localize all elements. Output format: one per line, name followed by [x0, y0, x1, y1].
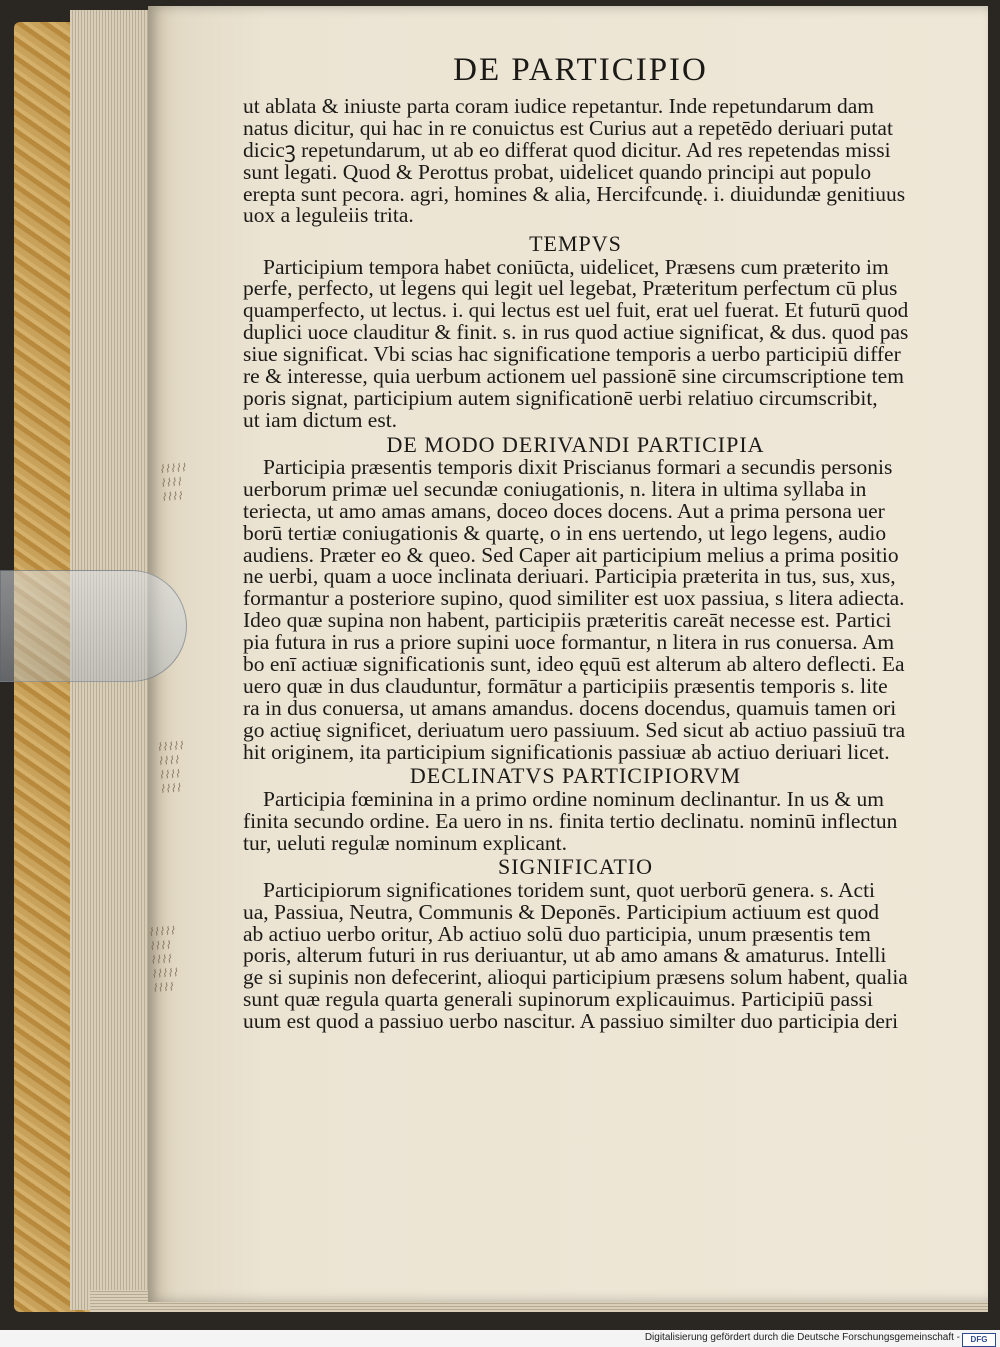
text-line: ab actiuo uerbo oritur, Ab actiuo solū duo participia, unum præsentis tem — [243, 921, 871, 946]
section-heading-significatio: SIGNIFICATIO — [498, 854, 653, 880]
text-line: Ideo quæ supina non habent, participiis præteritis careāt necesse est. Partici — [243, 608, 892, 633]
dfg-logo: DFG — [962, 1333, 996, 1347]
text-line: siue significat. Vbi scias hac significatione temporis a uerbo participiū differ — [243, 342, 901, 367]
text-line: audiens. Præter eo & queo. Sed Caper ait participium melius a prima positio — [243, 542, 899, 567]
text-line: natus dicitur, qui hac in re conuictus est Curius aut a repetēdo deriuari putat — [243, 115, 893, 140]
footer-bar — [0, 1330, 1000, 1347]
page-title: DE PARTICIPIO — [453, 52, 708, 88]
text-line: bo enī actiuæ significationis sunt, ideo ęquū est alterum ab altero deflecti. Ea — [243, 652, 905, 677]
section-heading-modo: DE MODO DERIVANDI PARTICIPIA — [386, 431, 765, 457]
section-heading-tempus: TEMPVS — [529, 231, 622, 257]
text-line: sunt legati. Quod & Perottus probat, uidelicet quando principi aut populo — [243, 159, 872, 184]
text-line: Participia præsentis temporis dixit Priscianus formari a secundis personis — [263, 455, 893, 479]
text-line: poris signat, participium autem significationē uerbi relatiuo circumscribit, — [243, 385, 878, 410]
text-line: tur, ueluti regulæ nominum explicant. — [243, 830, 567, 855]
text-line: ge si supinis non defecerint, alioqui participium præsens solum habent, qualia — [243, 965, 908, 990]
declinatus-paragraph — [243, 786, 908, 855]
tempus-paragraph-cont — [243, 278, 908, 431]
text-line: teriecta, ut amo amas amans, doceo doces docens. Aut a prima persona uer — [243, 498, 885, 523]
footer-credit: Digitalisierung gefördert durch die Deutsche Forschungsgemeinschaft - — [644, 1332, 960, 1343]
section-heading-declinatus: DECLINATVS PARTICIPIORVM — [409, 763, 742, 789]
text-line: ra in dus conuersa, ut amans amandus. docens docendus, quamuis tamen ori — [243, 695, 897, 720]
text-line: pia futura in rus a priore supini uoce formantur, n litera in rus conuersa. Am — [243, 630, 895, 655]
text-line: sunt quæ regula quarta generali supinorum explicauimus. Participiū passi — [243, 987, 873, 1012]
text-line: ut ablata & iniuste parta coram iudice repetantur. Inde repetundarum dam — [243, 93, 875, 118]
text-line: uerborum primæ uel secundæ coniugationis, n. litera in ultima syllaba in — [243, 476, 867, 501]
text-line: formantur a posteriore supino, quod similiter est uox passiua, s litera adiecta. — [243, 586, 905, 611]
text-line: hit originem, ita participium significationis passiuæ ab actiuo deriuari licet. — [243, 739, 890, 764]
page-clip — [0, 570, 187, 682]
text-line: re & interesse, quia uerbum actionem uel passionē sine circumscriptione tem — [243, 364, 904, 389]
text-line: ne uerbi, quam a uoce inclinata deriuari. Participia præterita in tus, sus, xus, — [243, 564, 896, 589]
text-line: Participia fœminina in a primo ordine nominum declinantur. In us & um — [263, 786, 885, 811]
significatio-paragraph — [243, 877, 908, 1034]
text-line: ua, Passiua, Neutra, Communis & Deponēs. Participium actiuum est quod — [243, 899, 879, 924]
text-line: Participium tempora habet coniūcta, uidelicet, Præsens cum præterito im — [263, 254, 889, 279]
text-line: ut iam dictum est. — [243, 407, 398, 432]
text-line: uox a leguleiis trita. — [243, 203, 414, 228]
text-line: go actiuę significet, deriuatum uero passiuum. Sed sicut ab actiuo passiuū tra — [243, 717, 906, 742]
text-line: finita secundo ordine. Ea uero in ns. finita tertio declinatu. nominū inflectun — [243, 808, 898, 833]
text-block — [243, 52, 908, 1033]
text-line: erepta sunt pecora. agri, homines & alia, Hercifcundę. i. diuidundæ genitiuus — [243, 181, 906, 206]
intro-paragraph — [243, 93, 908, 228]
modo-paragraph — [243, 457, 908, 763]
text-line: poris, alterum futuri in rus deriuantur, ut ab amo amans & amaturus. Intelli — [243, 943, 887, 968]
text-line: borū tertiæ coniugationis & quartę, o in ens uertendo, ut lego legens, audio — [243, 520, 887, 545]
text-line: dicicꝫ repetundarum, ut ab eo differat quod dicitur. Ad res repetendas missi — [243, 137, 891, 162]
text-line: duplici uoce clauditur & finit. s. in rus quod actiue significat, & dus. quod pas — [243, 320, 909, 345]
text-line: Participiorum significationes toridem sunt, quot uerborū genera. s. Acti — [263, 877, 876, 902]
handwritten-margin-note: ⌇⌇⌇⌇⌇ ⌇⌇⌇⌇ ⌇⌇⌇⌇ ⌇⌇⌇⌇⌇ ⌇⌇⌇⌇ — [147, 924, 179, 995]
tempus-paragraph — [243, 254, 908, 279]
text-line: quamperfecto, ut lectus. i. qui lectus est uel fuit, erat uel fuerat. Et futurū quod — [243, 298, 909, 323]
text-line: perfe, perfecto, ut legens qui legit uel legebat, Præteritum perfectum cū plus — [243, 276, 898, 301]
text-line: uero quæ in dus clauduntur, formātur a participiis præsentis temporis s. lite — [243, 673, 888, 698]
text-line: uum est quod a passiuo uerbo nascitur. A passiuo similter duo participia deri — [243, 1009, 899, 1034]
handwritten-margin-note: ⌇⌇⌇⌇⌇ ⌇⌇⌇⌇ ⌇⌇⌇⌇ ⌇⌇⌇⌇ — [156, 739, 184, 796]
handwritten-margin-note: ⌇⌇⌇⌇⌇ ⌇⌇⌇⌇ ⌇⌇⌇⌇ — [158, 461, 187, 504]
